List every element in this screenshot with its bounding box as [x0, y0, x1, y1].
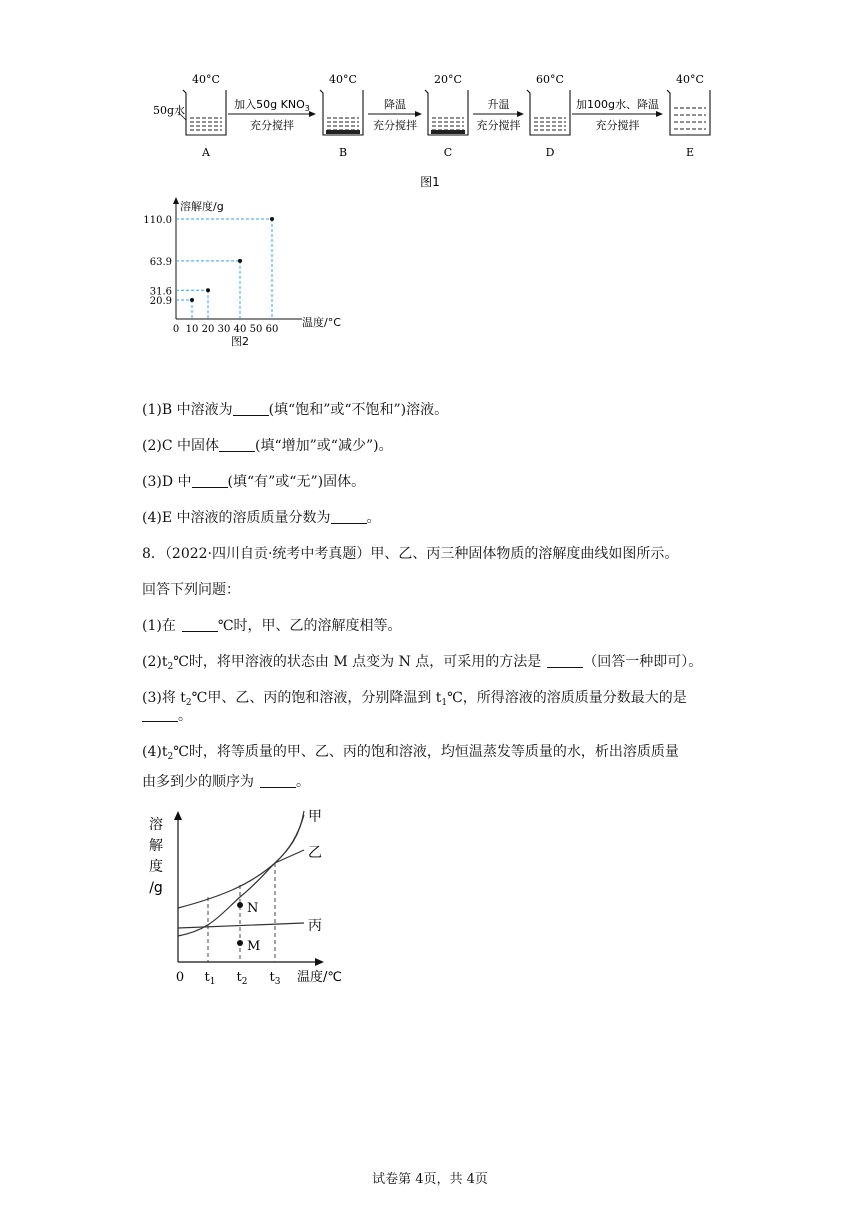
water-label: 50g水: [153, 104, 186, 117]
problem8-question-3-cont: [142, 706, 742, 726]
problem8-question-4: [142, 742, 742, 762]
beaker-label: E: [685, 146, 695, 159]
arrow-action: 充分搅拌: [373, 119, 417, 132]
arrow-condition: 加入50g $KNO_3$: [234, 98, 310, 113]
process-arrow: [473, 97, 524, 132]
y-axis-arrow-icon: [174, 811, 182, 820]
x-tick-label: $t_1$: [204, 970, 216, 987]
question-text: D 中: [161, 474, 192, 490]
subscript: 2: [167, 662, 174, 672]
process-arrow: [368, 97, 422, 132]
question-text: (填“增加”或“减少”)。: [255, 438, 393, 454]
problem8-question-1: [142, 616, 742, 636]
x-tick-label: 30: [217, 324, 231, 335]
question-text: B 中溶液为: [161, 402, 233, 418]
series-label-yi: 乙: [308, 845, 322, 861]
question-number: (2): [142, 654, 162, 670]
y-axis-label-char: /g: [149, 880, 163, 896]
arrow-condition: 降温: [384, 98, 406, 111]
beaker-label: D: [545, 146, 555, 159]
question-text: E 中溶液的溶质质量分数为: [161, 510, 331, 526]
question-text: （回答一种即可）。: [583, 654, 703, 670]
figure1-process-diagram: [140, 66, 720, 191]
beaker-temperature: 40°C: [192, 73, 220, 86]
x-axis-label: 温度/℃: [297, 970, 342, 985]
question-number: (3): [142, 690, 162, 706]
y-axis-label-char: 解: [149, 838, 163, 854]
x-tick-label: 0: [175, 970, 185, 985]
y-tick-label: 110.0: [143, 215, 172, 226]
question-1: [142, 400, 742, 420]
x-tick-label: $t_3$: [269, 970, 281, 987]
question-text: 由多到少的顺序为: [142, 774, 254, 790]
x-tick-label: 40: [233, 324, 247, 335]
beaker-icon: [320, 90, 363, 135]
beaker-temperature: 40°C: [676, 73, 704, 86]
question-text: 在: [161, 618, 176, 634]
beaker-icon: [527, 90, 570, 135]
curve-yi: [178, 863, 275, 908]
temperature-symbol: t: [161, 654, 168, 670]
data-point: [270, 217, 274, 221]
beaker-label: C: [443, 146, 453, 159]
beaker-temperature: 20°C: [434, 73, 462, 86]
y-tick-label: 20.9: [149, 296, 172, 307]
subscript: 2: [185, 698, 192, 708]
point-m-label: M: [247, 939, 261, 954]
question-text: 。: [178, 708, 192, 724]
x-tick-label: 50: [249, 324, 263, 335]
process-arrow: [228, 97, 316, 132]
curve-yi-extension: [275, 815, 304, 863]
x-tick-label: 20: [201, 324, 215, 335]
point-n-label: N: [247, 901, 259, 916]
subscript: 2: [167, 752, 174, 762]
question-number: (1): [142, 618, 162, 634]
answer-blank[interactable]: [192, 473, 228, 488]
question-text: 将 t: [161, 690, 186, 706]
question-text: (填“饱和”或“不饱和”)溶液。: [268, 402, 449, 418]
question-text: 。: [296, 774, 310, 790]
question-2: [142, 436, 742, 456]
answer-blank[interactable]: [260, 773, 296, 788]
question-3: [142, 472, 742, 492]
question-number: (2): [142, 438, 162, 454]
arrow-condition: 升温: [487, 98, 510, 111]
question-text: C 中固体: [161, 438, 220, 454]
curve-jia: [178, 811, 304, 936]
beaker-temperature: 60°C: [536, 73, 564, 86]
point-m: [237, 940, 243, 946]
page-footer: 试卷第 4页，共 4页: [372, 1172, 488, 1187]
problem8-stem-cont: 回答下列问题：: [142, 582, 240, 598]
curve-yi-tail: [275, 850, 304, 863]
curve-bing: [178, 923, 304, 928]
series-label-jia: 甲: [308, 809, 322, 825]
temperature-symbol: t: [161, 744, 168, 760]
figure2-caption: 图2: [231, 335, 249, 348]
problem8-question-3: [142, 688, 742, 708]
x-axis-arrow-icon: [315, 958, 324, 966]
series-label-bing: 丙: [308, 918, 322, 934]
question-text: ℃时，甲、乙的溶解度相等。: [217, 618, 402, 634]
question-number: (3): [142, 474, 162, 490]
beaker-label: B: [338, 146, 348, 159]
process-arrow: [572, 97, 663, 132]
question-4: [142, 508, 742, 528]
question-text: 。: [366, 510, 381, 526]
data-point: [190, 298, 194, 302]
figure2-solubility-chart: [140, 195, 370, 355]
question-text: ℃甲、乙、丙的饱和溶液，分别降温到 t: [191, 690, 442, 706]
question-text: ℃时，将甲溶液的状态由 M 点变为 N 点，可采用的方法是: [173, 654, 542, 670]
question-text: ℃时，将等质量的甲、乙、丙的饱和溶液，均恒温蒸发等质量的水，析出溶质质量: [173, 744, 679, 760]
question-number: (1): [142, 402, 162, 418]
y-axis-arrow-icon: [173, 197, 179, 204]
arrow-condition: 加100g水、降温: [576, 98, 659, 111]
subscript: 1: [441, 698, 448, 708]
problem8-question-4-cont: [142, 772, 742, 792]
arrow-action: 充分搅拌: [476, 119, 521, 132]
beaker-label: A: [202, 146, 210, 159]
x-tick-label: 0: [172, 324, 180, 335]
answer-blank[interactable]: [142, 707, 178, 722]
figure3-solubility-curves: [140, 805, 380, 990]
beaker-icon: [425, 90, 468, 135]
data-point: [238, 259, 242, 263]
y-axis-label: 溶解度/g: [180, 200, 224, 213]
x-tick-label: 60: [265, 324, 279, 335]
answer-blank[interactable]: [182, 617, 218, 632]
data-point: [206, 288, 210, 292]
x-tick-label: $t_2$: [236, 970, 248, 987]
y-tick-label: 63.9: [149, 256, 172, 268]
question-number: (4): [142, 510, 162, 526]
answer-blank[interactable]: [331, 509, 367, 524]
x-tick-label: 10: [185, 324, 199, 335]
y-axis-label-char: 溶: [149, 817, 163, 833]
question-text: ℃，所得溶液的溶质质量分数最大的是: [447, 690, 687, 706]
answer-blank[interactable]: [219, 437, 255, 452]
problem8-stem: 8．（2022·四川自贡·统考中考真题）甲、乙、丙三种固体物质的溶解度曲线如图所示。: [142, 546, 679, 562]
arrow-action: 充分搅拌: [595, 119, 640, 132]
answer-blank[interactable]: [233, 401, 269, 416]
figure1-caption: 图1: [420, 175, 440, 189]
point-n: [237, 902, 243, 908]
beaker-icon: [183, 90, 226, 135]
problem8-question-2: [142, 652, 742, 672]
answer-blank[interactable]: [547, 653, 583, 668]
beaker-icon: [667, 90, 710, 135]
arrow-action: 充分搅拌: [250, 119, 294, 132]
beaker-temperature: 40°C: [329, 73, 357, 86]
question-text: (填“有”或“无”)固体。: [227, 474, 366, 490]
y-axis-label-char: 度: [149, 859, 163, 875]
question-number: (4): [142, 744, 162, 760]
y-tick-label: 31.6: [149, 286, 172, 298]
x-axis-label: 温度/°C: [302, 316, 341, 329]
